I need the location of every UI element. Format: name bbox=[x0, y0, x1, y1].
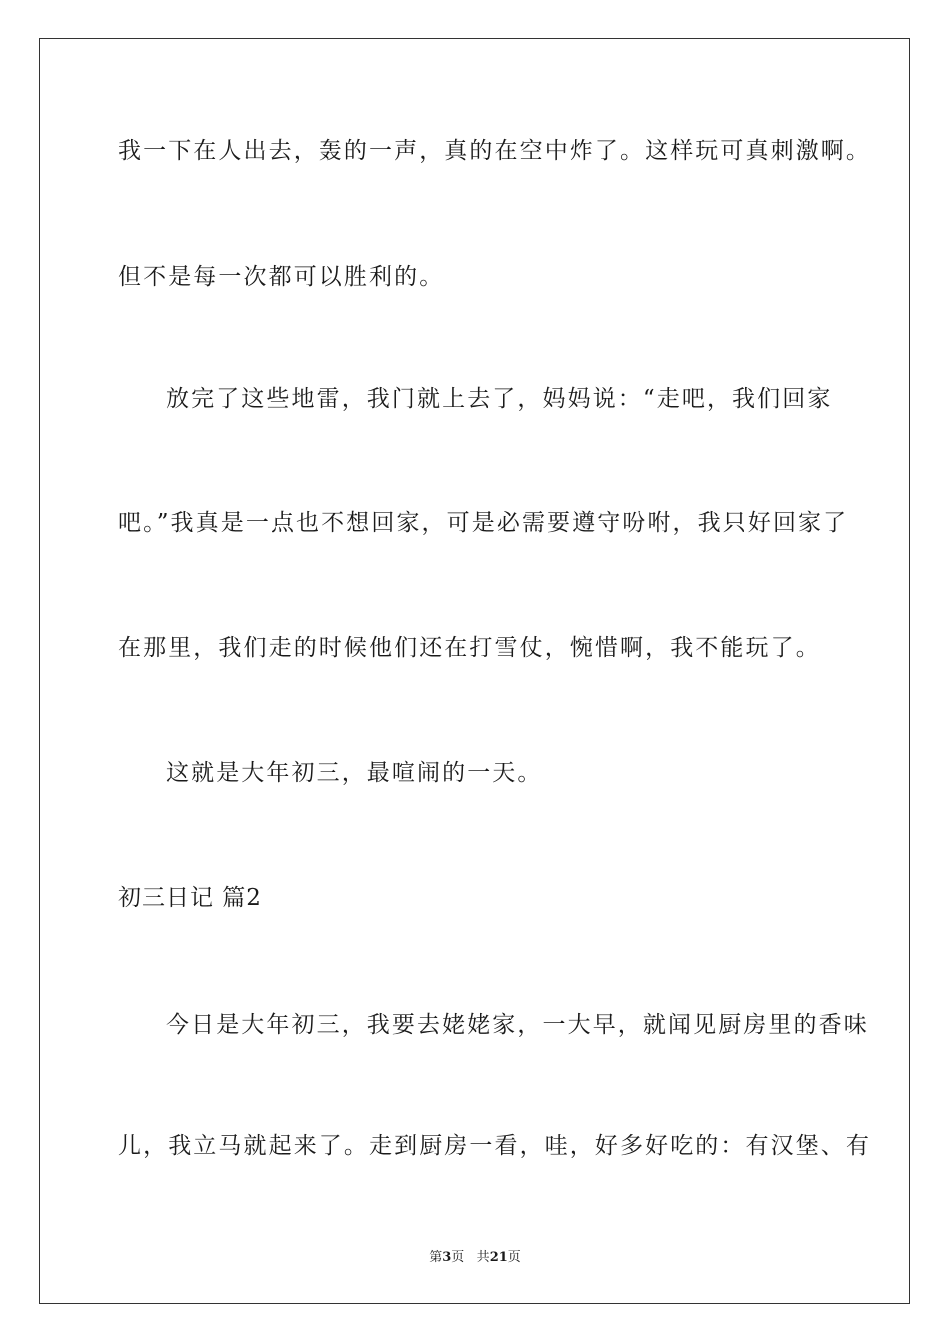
body-line-3: 放完了这些地雷，我门就上去了，妈妈说：“走吧，我们回家 bbox=[166, 386, 833, 412]
body-line-4: 吧。”我真是一点也不想回家，可是必需要遵守吩咐，我只好回家了 bbox=[118, 510, 849, 536]
body-line-6: 这就是大年初三，最喧闹的一天。 bbox=[166, 760, 543, 786]
footer-total-prefix: 共 bbox=[476, 1250, 490, 1265]
body-line-1: 我一下在人出去，轰的一声，真的在空中炸了。这样玩可真刺激啊。 bbox=[118, 138, 871, 164]
footer-total-pages: 21 bbox=[489, 1250, 508, 1265]
footer-page-prefix: 第 bbox=[429, 1250, 443, 1265]
footer-page-suffix: 页 bbox=[451, 1250, 465, 1265]
body-line-5: 在那里，我们走的时候他们还在打雪仗，惋惜啊，我不能玩了。 bbox=[118, 635, 821, 661]
section-heading: 初三日记 篇2 bbox=[118, 885, 262, 911]
page-footer bbox=[0, 1250, 950, 1266]
footer-page-number: 3 bbox=[442, 1250, 452, 1265]
body-line-2: 但不是每一次都可以胜利的。 bbox=[118, 264, 445, 290]
page-border bbox=[39, 38, 910, 1304]
body-line-7: 今日是大年初三，我要去姥姥家，一大早，就闻见厨房里的香味 bbox=[166, 1012, 869, 1038]
body-line-8: 儿，我立马就起来了。走到厨房一看，哇，好多好吃的：有汉堡、有 bbox=[118, 1133, 871, 1159]
footer-total-suffix: 页 bbox=[507, 1250, 521, 1265]
